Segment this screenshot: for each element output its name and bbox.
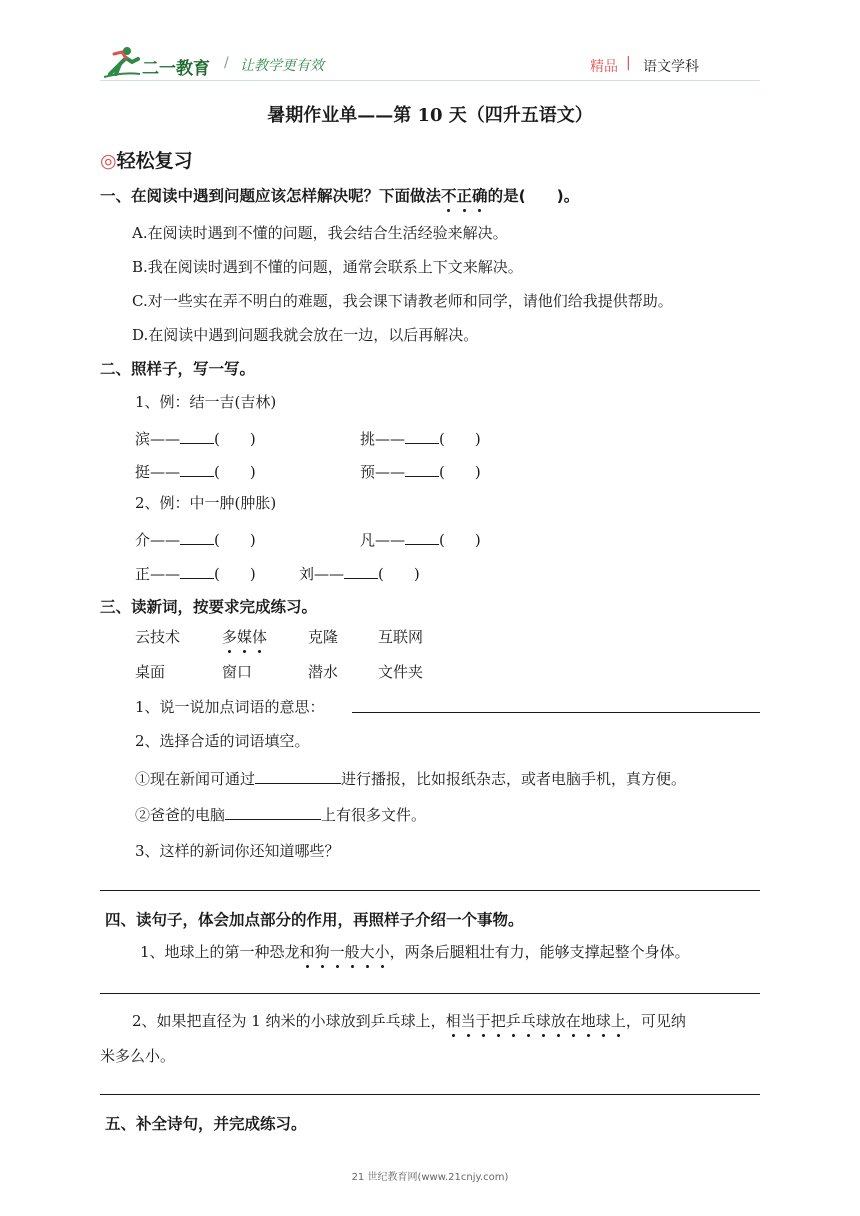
section-heading (100, 146, 193, 173)
emphasis-char: 多 (222, 628, 238, 646)
answer-blank[interactable] (405, 425, 439, 444)
answer-paren[interactable]: ( ) (214, 531, 256, 549)
answer-paren[interactable]: ( ) (439, 430, 481, 448)
q5-stem: 五、补全诗句，并完成练习。 (105, 1115, 307, 1133)
q1-option-b: B.我在阅读时遇到不懂的问题，通常会联系上下文来解决。 (132, 258, 523, 276)
double-circle-icon: ◎ (100, 150, 117, 172)
q2-char: 正—— (135, 565, 181, 583)
sentence-text: ，可见纳 (625, 1012, 686, 1030)
emphasis-char: 球 (535, 1012, 551, 1030)
sentence-text: 2、如果把直径为 1 纳米的小球放到乒乓球上， (132, 1012, 446, 1030)
answer-line[interactable] (100, 1094, 760, 1095)
fill-text: 上有很多文件。 (321, 806, 427, 824)
emphasis-char: 一 (329, 943, 345, 961)
q2-char: 刘—— (299, 565, 345, 583)
answer-line[interactable] (352, 712, 760, 713)
q2-stem: 二、照样子，写一写。 (100, 360, 256, 378)
q2-char: 预—— (360, 463, 406, 481)
q1-dotted-text (441, 187, 488, 205)
header-slash: / (224, 55, 229, 71)
q3-stem: 三、读新词，按要求完成练习。 (100, 598, 318, 616)
q4-sentence-2 (132, 1010, 686, 1031)
dotted-text (446, 1012, 626, 1030)
q2-char: 凡—— (360, 531, 406, 549)
emphasis-char: 不 (441, 184, 457, 206)
emphasis-char: 上 (610, 1012, 626, 1030)
logo-text: 二一教育 (142, 59, 210, 79)
q2-char: 介—— (135, 531, 181, 549)
q2-row3-left (135, 526, 256, 550)
header-rule (100, 80, 760, 81)
q3-word-dotted (222, 626, 267, 647)
emphasis-char: 般 (344, 943, 360, 961)
emphasis-char: 狗 (314, 943, 330, 961)
answer-blank[interactable] (180, 560, 214, 579)
q3-word: 桌面 (135, 663, 166, 681)
q1-option-c: C.对一些实在弄不明白的难题，我会课下请教老师和同学，请他们给我提供帮助。 (132, 292, 673, 310)
q1-stem (100, 184, 579, 206)
emphasis-char: 乒 (505, 1012, 521, 1030)
fill-text: ①现在新闻可通过 (135, 770, 256, 788)
subject-label: 语文学科 (643, 59, 699, 75)
emphasis-char: 媒 (237, 628, 253, 646)
emphasis-char: 把 (490, 1012, 506, 1030)
page-title: 暑期作业单——第 10 天（四升五语文） (267, 105, 593, 126)
q1-option-a: A.在阅读时遇到不懂的问题，我会结合生活经验来解决。 (132, 224, 508, 242)
answer-blank[interactable] (180, 425, 214, 444)
sentence-text: 1、地球上的第一种恐龙 (140, 943, 300, 961)
emphasis-char: 球 (595, 1012, 611, 1030)
answer-paren[interactable]: ( ) (439, 463, 481, 481)
emphasis-char: 放 (550, 1012, 566, 1030)
q1-stem-text: 一、在阅读中遇到问题应该怎样解决呢？下面做法 (100, 187, 442, 205)
emphasis-char: 乓 (520, 1012, 536, 1030)
fill-text: 进行播报，比如报纸杂志，或者电脑手机，真方便。 (341, 770, 687, 788)
answer-blank[interactable] (405, 458, 439, 477)
q2-row2-left (135, 458, 256, 482)
answer-line[interactable] (100, 993, 760, 994)
q3-word: 云技术 (135, 628, 181, 646)
q2-row1-right (360, 425, 481, 449)
emphasis-char: 相 (445, 1012, 461, 1030)
answer-blank[interactable] (180, 526, 214, 545)
answer-blank[interactable] (180, 458, 214, 477)
footer: 21 世纪教育网(www.21cnjy.com) (351, 1172, 509, 1183)
q3-word: 克隆 (308, 628, 339, 646)
badge-label: 精品 (590, 59, 618, 75)
emphasis-char: 和 (299, 943, 315, 961)
q1-dotted-word (441, 187, 488, 205)
header-divider: | (626, 55, 631, 71)
answer-blank[interactable] (255, 765, 341, 784)
answer-blank[interactable] (405, 526, 439, 545)
q2-row3-right (360, 526, 481, 550)
q2-example-2: 2、例：中一肿(肿胀) (135, 494, 277, 512)
q3-word: 文件夹 (378, 663, 424, 681)
emphasis-char: 于 (475, 1012, 491, 1030)
q2-row4-left (135, 560, 256, 584)
q1-stem-end: 的是( )。 (487, 187, 580, 205)
answer-paren[interactable]: ( ) (214, 430, 256, 448)
q4-sentence-2-cont: 米多么小。 (100, 1047, 176, 1065)
emphasis-char: 体 (252, 628, 268, 646)
dotted-text (300, 943, 390, 961)
q2-char: 挺—— (135, 463, 181, 481)
emphasis-char: 在 (565, 1012, 581, 1030)
q3-word: 窗口 (222, 663, 253, 681)
slogan: 让教学更有效 (240, 58, 324, 74)
sentence-text: ，两条后腿粗壮有力，能够支撑起整个身体。 (389, 943, 690, 961)
emphasis-char: 小 (374, 943, 390, 961)
section-heading-label: 轻松复习 (116, 150, 193, 172)
emphasis-char: 确 (472, 184, 488, 206)
answer-blank[interactable] (225, 801, 321, 820)
q3-word: 互联网 (378, 628, 424, 646)
fill-text: ②爸爸的电脑 (135, 806, 226, 824)
q2-row4-right (299, 560, 420, 584)
q1-option-d: D.在阅读中遇到问题我就会放在一边，以后再解决。 (132, 326, 479, 344)
runner-logo-icon (102, 44, 142, 80)
q3-word: 潜水 (308, 663, 339, 681)
answer-blank[interactable] (344, 560, 378, 579)
emphasis-char: 大 (359, 943, 375, 961)
q2-char: 滨—— (135, 430, 181, 448)
answer-paren[interactable]: ( ) (214, 565, 256, 583)
emphasis-char: 正 (457, 184, 473, 206)
answer-paren[interactable]: ( ) (439, 531, 481, 549)
emphasis-char: 地 (580, 1012, 596, 1030)
q2-row2-right (360, 458, 481, 482)
q4-sentence-1 (140, 941, 690, 962)
q3-sub3: 3、这样的新词你还知道哪些？ (135, 842, 340, 860)
q3-fill-2 (135, 801, 426, 825)
q2-row1-left (135, 425, 256, 449)
q3-fill-1 (135, 765, 686, 789)
q3-sub2: 2、选择合适的词语填空。 (135, 732, 310, 750)
answer-line[interactable] (100, 890, 760, 891)
q4-stem: 四、读句子，体会加点部分的作用，再照样子介绍一个事物。 (105, 911, 524, 929)
q2-example-1: 1、例：结一吉(吉林) (135, 393, 277, 411)
q2-char: 挑—— (360, 430, 406, 448)
q3-dotted-text (222, 628, 267, 646)
emphasis-char: 当 (460, 1012, 476, 1030)
q3-sub1: 1、说一说加点词语的意思： (135, 698, 325, 716)
answer-paren[interactable]: ( ) (214, 463, 256, 481)
answer-paren[interactable]: ( ) (378, 565, 420, 583)
